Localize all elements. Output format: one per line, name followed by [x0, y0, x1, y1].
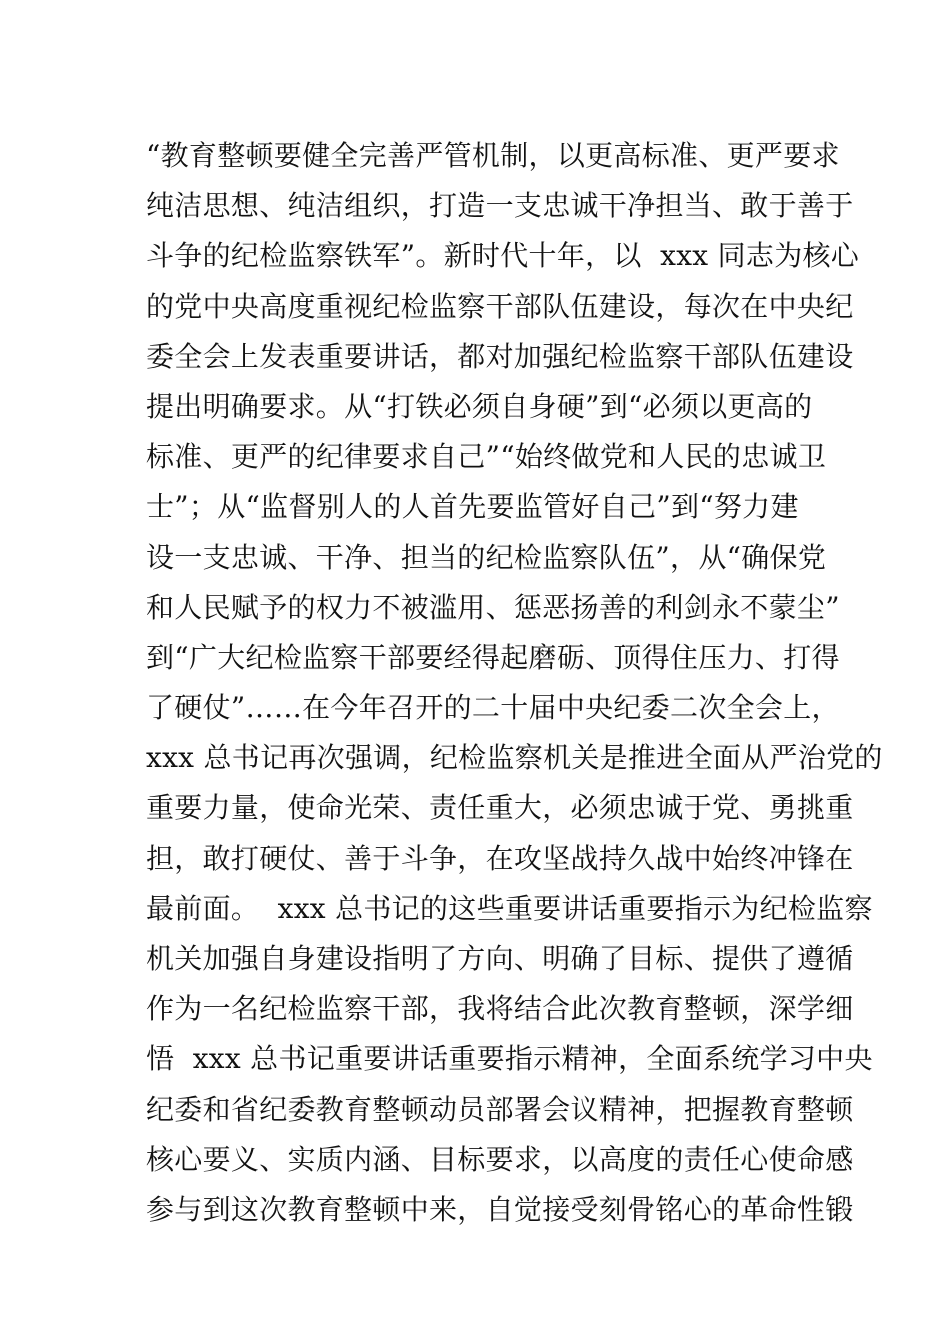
- text-line: 核心要义、实质内涵、目标要求，以高度的责任心使命感: [146, 1142, 854, 1176]
- text-line: 了硬仗”……在今年召开的二十届中央纪委二次全会上，: [146, 691, 840, 725]
- text-line: 标准、更严的纪律要求自己”“始终做党和人民的忠诚卫: [146, 440, 827, 474]
- text-line: 纪委和省纪委教育整顿动员部署会议精神，把握教育整顿: [146, 1092, 854, 1126]
- text-line: “教育整顿要健全完善严管机制，以更高标准、更严要求: [146, 139, 840, 172]
- text-line: 提出明确要求。从“打铁必须自身硬”到“必须以更高的: [146, 389, 813, 423]
- text-line: 重要力量，使命光荣、责任重大，必须忠诚于党、勇挑重: [146, 791, 854, 825]
- text-line: 士”；从“监督别人的人首先要监管好自己”到“努力建: [146, 490, 799, 524]
- text-line: 担，敢打硬仗、善于斗争，在攻坚战持久战中始终冲锋在: [146, 841, 854, 875]
- text-line: 悟 xxx 总书记重要讲话重要指示精神，全面系统学习中央: [146, 1042, 873, 1076]
- text-line: 到“广大纪检监察干部要经得起磨砺、顶得住压力、打得: [146, 640, 840, 674]
- text-line: 最前面。 xxx 总书记的这些重要讲话重要指示为纪检监察: [146, 891, 873, 925]
- text-line: 设一支忠诚、干净、担当的纪检监察队伍”，从“确保党: [146, 540, 827, 574]
- text-line: 机关加强自身建设指明了方向、明确了目标、提供了遵循: [146, 942, 854, 975]
- body-text: [146, 131, 883, 1235]
- text-line: 斗争的纪检监察铁军”。新时代十年，以 xxx 同志为核心: [146, 239, 860, 273]
- text-line: 和人民赋予的权力不被滥用、惩恶扬善的利剑永不蒙尘”: [146, 590, 840, 624]
- text-line: 的党中央高度重视纪检监察干部队伍建设，每次在中央纪: [146, 289, 854, 323]
- text-line: xxx 总书记再次强调，纪检监察机关是推进全面从严治党的: [146, 741, 883, 775]
- text-line: 参与到这次教育整顿中来，自觉接受刻骨铭心的革命性锻: [146, 1192, 854, 1226]
- text-line: 作为一名纪检监察干部，我将结合此次教育整顿，深学细: [146, 992, 854, 1026]
- text-line: 委全会上发表重要讲话，都对加强纪检监察干部队伍建设: [146, 339, 854, 373]
- text-line: 纯洁思想、纯洁组织，打造一支忠诚干净担当、敢于善于: [146, 189, 854, 223]
